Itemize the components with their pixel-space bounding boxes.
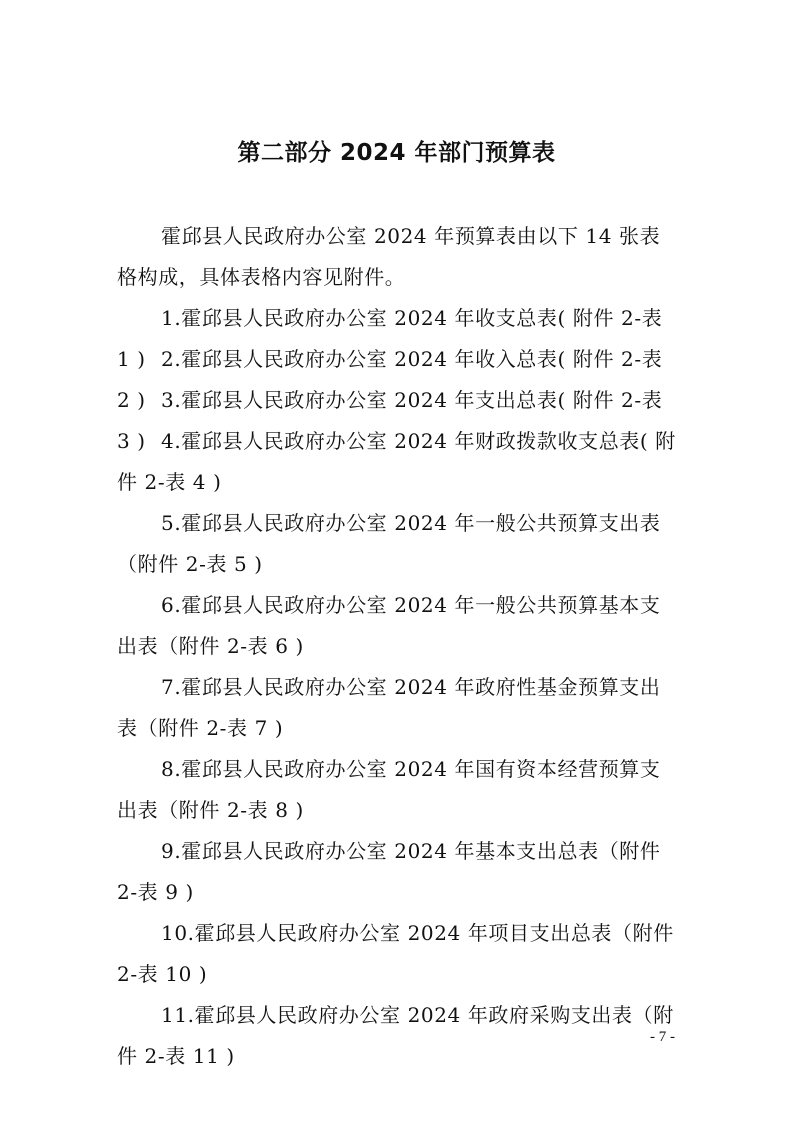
list-item-8: 8.霍邱县人民政府办公室 2024 年国有资本经营预算支出表（附件 2-表 8 ) <box>117 757 661 822</box>
list-item-7: 7.霍邱县人民政府办公室 2024 年政府性基金预算支出表（附件 2-表 7 ) <box>117 675 661 740</box>
list-item-9: 9.霍邱县人民政府办公室 2024 年基本支出总表（附件 2-表 9 ) <box>117 839 661 904</box>
list-item-4: 4.霍邱县人民政府办公室 2024 年财政拨款收支总表( 附件 2-表 4 ) <box>117 429 676 494</box>
list-item-2: 2.霍邱县人民政府办公室 2024 年收入总表( 附件 2-表 2 ) <box>117 347 663 412</box>
list-item-6: 6.霍邱县人民政府办公室 2024 年一般公共预算基本支出表（附件 2-表 6 ) <box>117 593 661 658</box>
page-number: - 7 - <box>650 1029 675 1045</box>
list-item-1: 1.霍邱县人民政府办公室 2024 年收支总表( 附件 2-表 1 ) <box>117 306 663 371</box>
list-item-3: 3.霍邱县人民政府办公室 2024 年支出总表( 附件 2-表 3 ) <box>117 388 663 453</box>
list-item-5: 5.霍邱县人民政府办公室 2024 年一般公共预算支出表（附件 2-表 5 ) <box>117 511 661 576</box>
intro-paragraph: 霍邱县人民政府办公室 2024 年预算表由以下 14 张表格构成，具体表格内容见附件。 <box>117 224 661 289</box>
page-title: 第二部分 2024 年部门预算表 <box>237 140 556 166</box>
list-item-11: 11.霍邱县人民政府办公室 2024 年政府采购支出表（附件 2-表 11 ) <box>117 1003 674 1068</box>
list-item-10: 10.霍邱县人民政府办公室 2024 年项目支出总表（附件 2-表 10 ) <box>117 921 674 986</box>
